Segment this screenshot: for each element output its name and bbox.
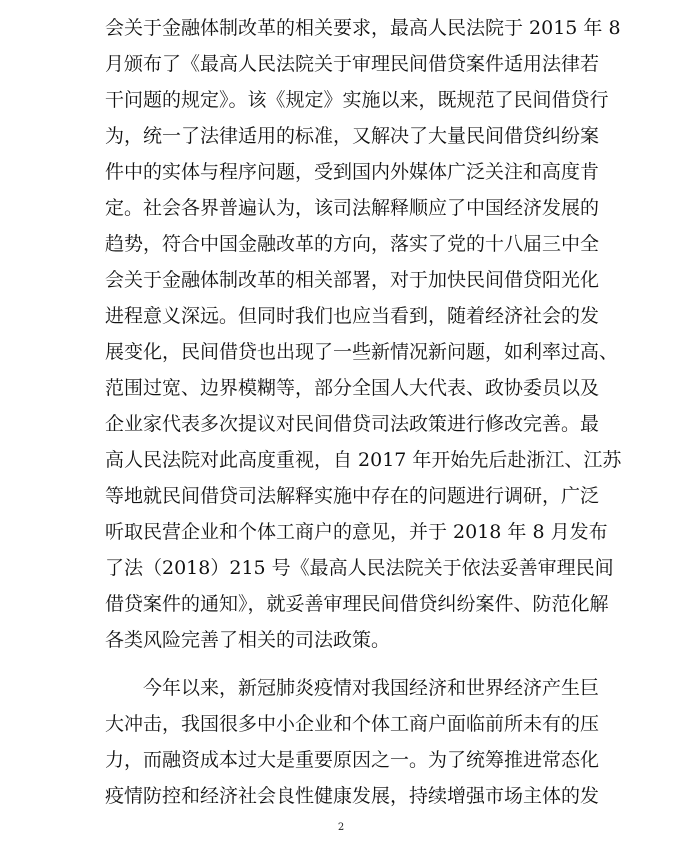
paragraph1-line-13: 高人民法院对此高度重视，自 2017 年开始先后赴浙江、江苏 <box>105 449 622 471</box>
paragraph1-line-6: 定。社会各界普遍认为，该司法解释顺应了中国经济发展的 <box>105 197 600 219</box>
paragraph1-line-2: 月颁布了《最高人民法院关于审理民间借贷案件适用法律若 <box>105 53 600 75</box>
paragraph1-line-15: 听取民营企业和个体工商户的意见，并于 2018 年 8 月发布 <box>105 521 608 543</box>
paragraph2-line-1: 今年以来，新冠肺炎疫情对我国经济和世界经济产生巨 <box>143 677 600 699</box>
paragraph1-line-12: 企业家代表多次提议对民间借贷司法政策进行修改完善。最 <box>105 413 600 435</box>
paragraph1-line-17: 借贷案件的通知》，就妥善审理民间借贷纠纷案件、防范化解 <box>105 593 609 615</box>
paragraph2-line-4: 疫情防控和经济社会良性健康发展，持续增强市场主体的发 <box>105 785 600 807</box>
paragraph2-line-2: 大冲击，我国很多中小企业和个体工商户面临前所未有的压 <box>105 713 600 735</box>
paragraph1-line-14: 等地就民间借贷司法解释实施中存在的问题进行调研，广泛 <box>105 485 600 507</box>
paragraph1-line-10: 展变化，民间借贷也出现了一些新情况新问题，如利率过高、 <box>105 341 619 363</box>
paragraph1-line-1: 会关于金融体制改革的相关要求，最高人民法院于 2015 年 8 <box>105 17 621 39</box>
page-number: 2 <box>337 822 345 833</box>
paragraph1-line-18: 各类风险完善了相关的司法政策。 <box>105 629 391 651</box>
paragraph1-line-9: 进程意义深远。但同时我们也应当看到，随着经济社会的发 <box>105 305 600 327</box>
paragraph1-line-8: 会关于金融体制改革的相关部署，对于加快民间借贷阳光化 <box>105 269 600 291</box>
paragraph1-line-4: 为，统一了法律适用的标准，又解决了大量民间借贷纠纷案 <box>105 125 600 147</box>
paragraph1-line-16: 了法（2018）215 号《最高人民法院关于依法妥善审理民间 <box>105 557 614 579</box>
paragraph1-line-3: 干问题的规定》。该《规定》实施以来，既规范了民间借贷行 <box>105 89 609 111</box>
paragraph2-line-3: 力，而融资成本过大是重要原因之一。为了统筹推进常态化 <box>105 749 600 771</box>
paragraph1-line-5: 件中的实体与程序问题，受到国内外媒体广泛关注和高度肯 <box>105 161 600 183</box>
paragraph1-line-11: 范围过宽、边界模糊等，部分全国人大代表、政协委员以及 <box>105 377 600 399</box>
paragraph1-line-7: 趋势，符合中国金融改革的方向，落实了党的十八届三中全 <box>105 233 600 255</box>
